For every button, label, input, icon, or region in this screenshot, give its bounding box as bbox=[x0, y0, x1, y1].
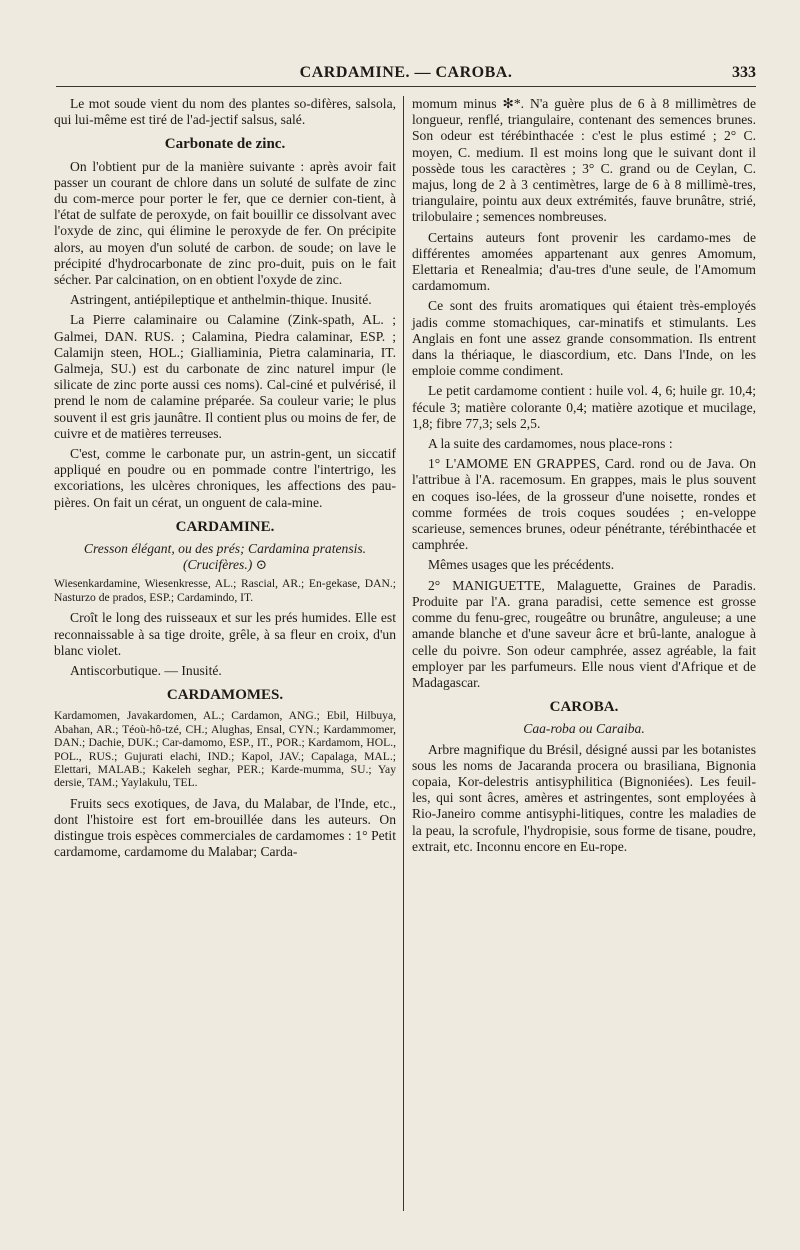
page-header bbox=[56, 64, 756, 87]
running-title: CARDAMINE. — CAROBA. bbox=[299, 64, 513, 81]
entry-heading: CARDAMINE. bbox=[175, 518, 275, 535]
paragraph: Astringent, antiépileptique et anthelmin-thique. Inusité. bbox=[70, 292, 372, 308]
entry-subtitle: Caa-roba ou Caraiba. bbox=[523, 721, 645, 737]
paragraph: A la suite des cardamomes, nous place-rons : bbox=[428, 436, 673, 452]
paragraph: On l'obtient pur de la manière suivante : après avoir fait passer un courant de chlore dans un soluté de sulfate de zinc du com-merce pour porter le fer, que ce dernier con-tient, à l'état de sulfate de peroxyde, on fait bouillir ce dissolvant avec l'oxyde de zinc, qui élimine le peroxyde de fer. On précipite alors, au moyen d'un soluté de carbon. de soude; on lave le précipité d'hydrocarbonate de zinc pro-duit, puis on le fait sécher. Par calcination, on en obtient l'oxyde de zinc. bbox=[54, 158, 396, 288]
paragraph: 2° MANIGUETTE, Malaguette, Graines de Paradis. Produite par l'A. grana paradisi, cette semence est grosse comme du fenu-grec, rougeâtre ou brunâtre, anguleuse; a une amande blanche et d'une saveur âcre et brû-lante, analogue à celle du poivre. Son odeur camphrée, assez agréable, la fait employer par les parfumeurs. Elle nous vient d'Afrique et de Madagascar. bbox=[412, 577, 756, 690]
paragraph: Mêmes usages que les précédents. bbox=[428, 557, 615, 573]
section-heading: Carbonate de zinc. bbox=[164, 136, 286, 153]
entry-heading: CARDAMOMES. bbox=[166, 687, 284, 704]
paragraph: Certains auteurs font provenir les cardamo-mes de différentes amomées appartenant aux genres Amomum, Elettaria et Renealmia; d'au-tres d'une seule, de l'Amomum cardamomum. bbox=[412, 229, 756, 294]
paragraph: momum minus ✻*. N'a guère plus de 6 à 8 millimètres de longueur, renflé, triangulaire, contenant des semences brunes. Son odeur est térébinthacée : c'est le plus estimé ; 2° C. moyen, C. medium. Il est moins long que le suivant dont il possède tous les caractères ; 3° C. grand ou de Ceylan, C. majus, long de 2 à 3 centimètres, large de 6 à 8 millimè-tres, triangulaire, pointu aux deux extrémités, fauve brunâtre, strié, trilobulaire ; semences nombreuses. bbox=[412, 96, 756, 225]
synonyms: Kardamomen, Javakardomen, AL.; Cardamon, ANG.; Ebil, Hilbuya, Abahan, AR.; Téoù-hô-tzé, CH.; Alughas, Ensal, CYN.; Kardammomer, DAN.; Dachie, DUK.; Car-damomo, ESP., IT., POR.; Kardamom, HOL., POL., RUS.; Gujurati elachi, IND.; Kapol, JAV.; Capalaga, MAL.; Elettari, MALAB.; Kakeleh seghar, PER.; Karde-mumma, SU.; Yay dersie, TAM.; Yaylakulu, TEL. bbox=[54, 709, 396, 790]
entry-subtitle: Cresson élégant, ou des prés; Cardamina pratensis. (Crucifères.) ⊙ bbox=[83, 541, 367, 573]
page-number: 333 bbox=[732, 64, 756, 81]
paragraph: Croît le long des ruisseaux et sur les prés humides. Elle est reconnaissable à sa tige droite, grêle, à sa fleur en croix, d'un blanc violet. bbox=[54, 610, 396, 658]
paragraph: C'est, comme le carbonate pur, un astrin-gent, un siccatif appliqué en poudre ou en pommade contre l'intertrigo, les excoriations, les ulcères chroniques, les affections des pau-pières. On fait un cérat, un onguent de cala-mine. bbox=[54, 446, 396, 510]
right-column bbox=[412, 96, 756, 859]
paragraph: Fruits secs exotiques, de Java, du Malabar, de l'Inde, etc., dont l'histoire est fort em-brouillée dans les auteurs. On distingue trois espèces commerciales de cardamomes : 1° Petit cardamome, cardamome du Malabar; Carda- bbox=[54, 795, 396, 860]
paragraph: Antiscorbutique. — Inusité. bbox=[70, 662, 222, 678]
paragraph: Le mot soude vient du nom des plantes so-difères, salsola, qui lui-même est tiré de l'ad-jectif salsus, salé. bbox=[54, 96, 396, 128]
column-divider bbox=[403, 96, 404, 1211]
paragraph: Ce sont des fruits aromatiques qui étaient très-employés jadis comme stomachiques, car-minatifs et stimulants. Les Anglais en font une assez grande consommation. Ils entrent dans la thériaque, le diascordium, etc. Dans l'Inde, on les emploie comme condiment. bbox=[412, 298, 756, 379]
paragraph: 1° L'AMOME EN GRAPPES, Card. rond ou de Java. On l'attribue à l'A. racemosum. En grappes, mais le plus souvent en coques iso-lées, de la grosseur d'une noisette, rondes et comme formées de trois coques soudées ; en-veloppe scarieuse, semences brunes, odeur pénétrante, térébinthacée et camphrée. bbox=[412, 456, 756, 553]
entry-heading: CAROBA. bbox=[549, 699, 619, 716]
synonyms: Wiesenkardamine, Wiesenkresse, AL.; Rascial, AR.; En-gekase, DAN.; Nasturzo de prados, ESP.; Cardamindo, IT. bbox=[54, 577, 396, 604]
paragraph: Le petit cardamome contient : huile vol. 4, 6; huile gr. 10,4; fécule 3; matière colorante 0,4; matière azotique et mucilage, 1,8; fibre 77,3; sels 2,5. bbox=[412, 383, 756, 431]
paragraph: Arbre magnifique du Brésil, désigné aussi par les botanistes sous les noms de Jacaranda procera ou brasiliana, Bignonia copaia, Kor-delestris antisyphilitica (Bignoniées). Les feuil-les, qui sont âcres, amères et astringentes, sont employées à Rio-Janeiro comme antisyphi-litiques, contre les maladies de la peau, la scrofule, l'hydropisie, sous forme de tisane, poudre, extrait, etc. Inconnu encore en Eu-rope. bbox=[412, 741, 756, 854]
left-column bbox=[54, 96, 396, 865]
paragraph: La Pierre calaminaire ou Calamine (Zink-spath, AL. ; Galmei, DAN. RUS. ; Calamina, Piedra calaminar, ESP. ; Calamijn steen, HOL.; Gialliaminia, Pietra calaminaria, IT. Galmeja, SU.) est du carbonate de zinc naturel impur (le silicate de zinc porte aussi ces noms). Cal-ciné et pulvérisé, il prend le nom de calamine préparée. Sa couleur varie; le plus souvent il est gris jaunâtre. Il contient plus ou moins de fer, de cuivre et de matières terreuses. bbox=[54, 312, 396, 441]
